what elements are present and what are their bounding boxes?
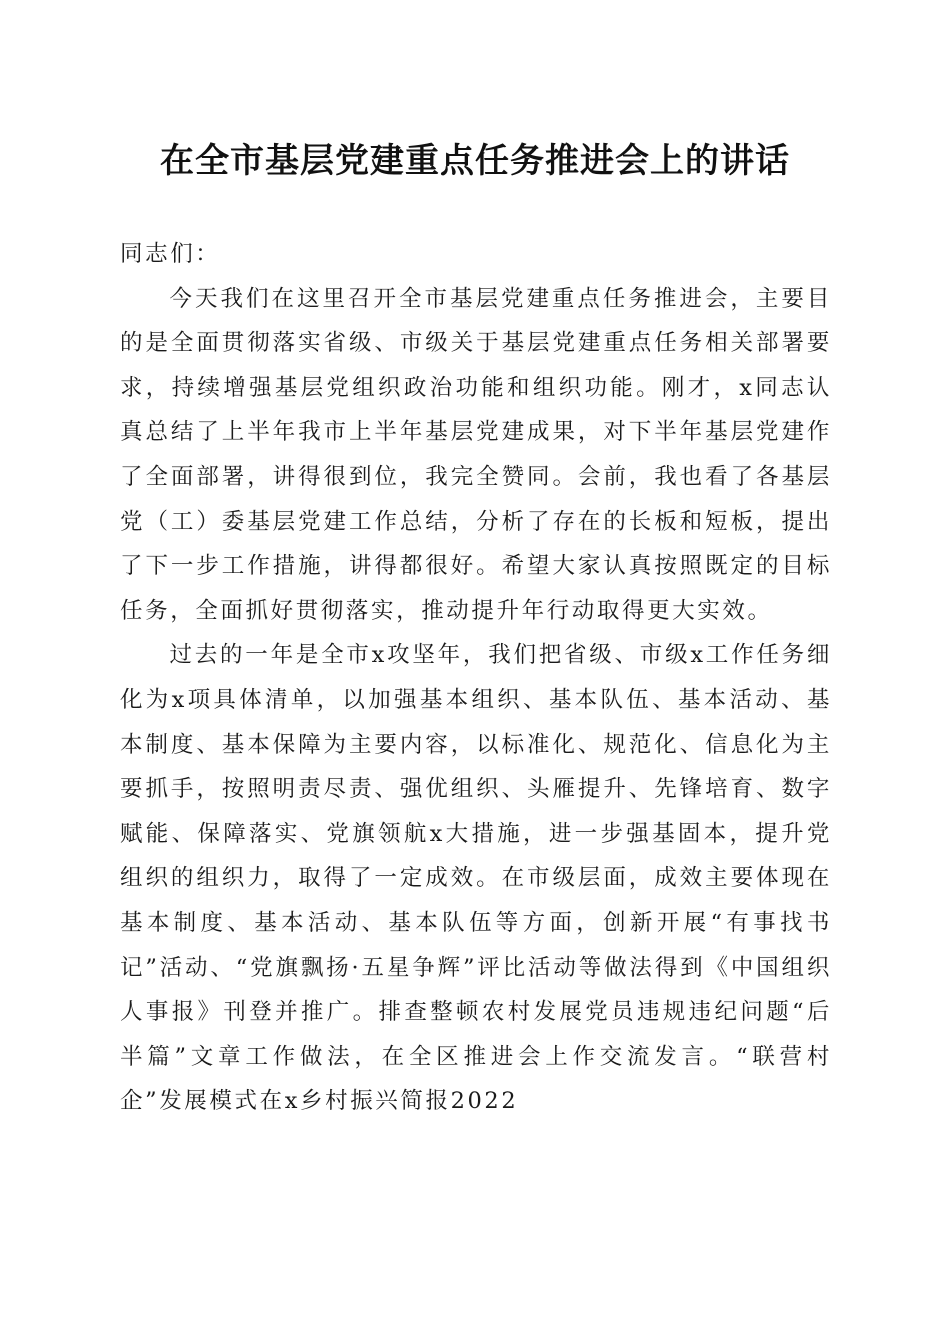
paragraph-1: 今天我们在这里召开全市基层党建重点任务推进会，主要目的是全面贯彻落实省级、市级关于基层党建重点任务相关部署要求，持续增强基层党组织政治功能和组织功能。刚才，x同志认真总结了上半年我市上半年基层党建成果，对下半年基层党建作了全面部署，讲得很到位，我完全赞同。会前，我也看了各基层党（工）委基层党建工作总结，分析了存在的长板和短板，提出了下一步工作措施，讲得都很好。希望大家认真按照既定的目标任务，全面抓好贯彻落实，推动提升年行动取得更大实效。	[120, 285, 832, 624]
document-body	[120, 232, 832, 1115]
salutation: 同志们：	[120, 241, 221, 267]
document-title: 在全市基层党建重点任务推进会上的讲话	[160, 141, 790, 181]
paragraph-2: 过去的一年是全市x攻坚年，我们把省级、市级x工作任务细化为x项具体清单，以加强基本组织、基本队伍、基本活动、基本制度、基本保障为主要内容，以标准化、规范化、信息化为主要抓手，按照明责尽责、强优组织、头雁提升、先锋培育、数字赋能、保障落实、党旗领航x大措施，进一步强基固本，提升党组织的组织力，取得了一定成效。在市级层面，成效主要体现在基本制度、基本活动、基本队伍等方面，创新开展“有事找书记”活动、“党旗飘扬·五星争辉”评比活动等做法得到《中国组织人事报》刊登并推广。排查整顿农村发展党员违规违纪问题“后半篇”文章工作做法，在全区推进会上作交流发言。“联营村企”发展模式在x乡村振兴简报2022	[120, 642, 832, 1115]
